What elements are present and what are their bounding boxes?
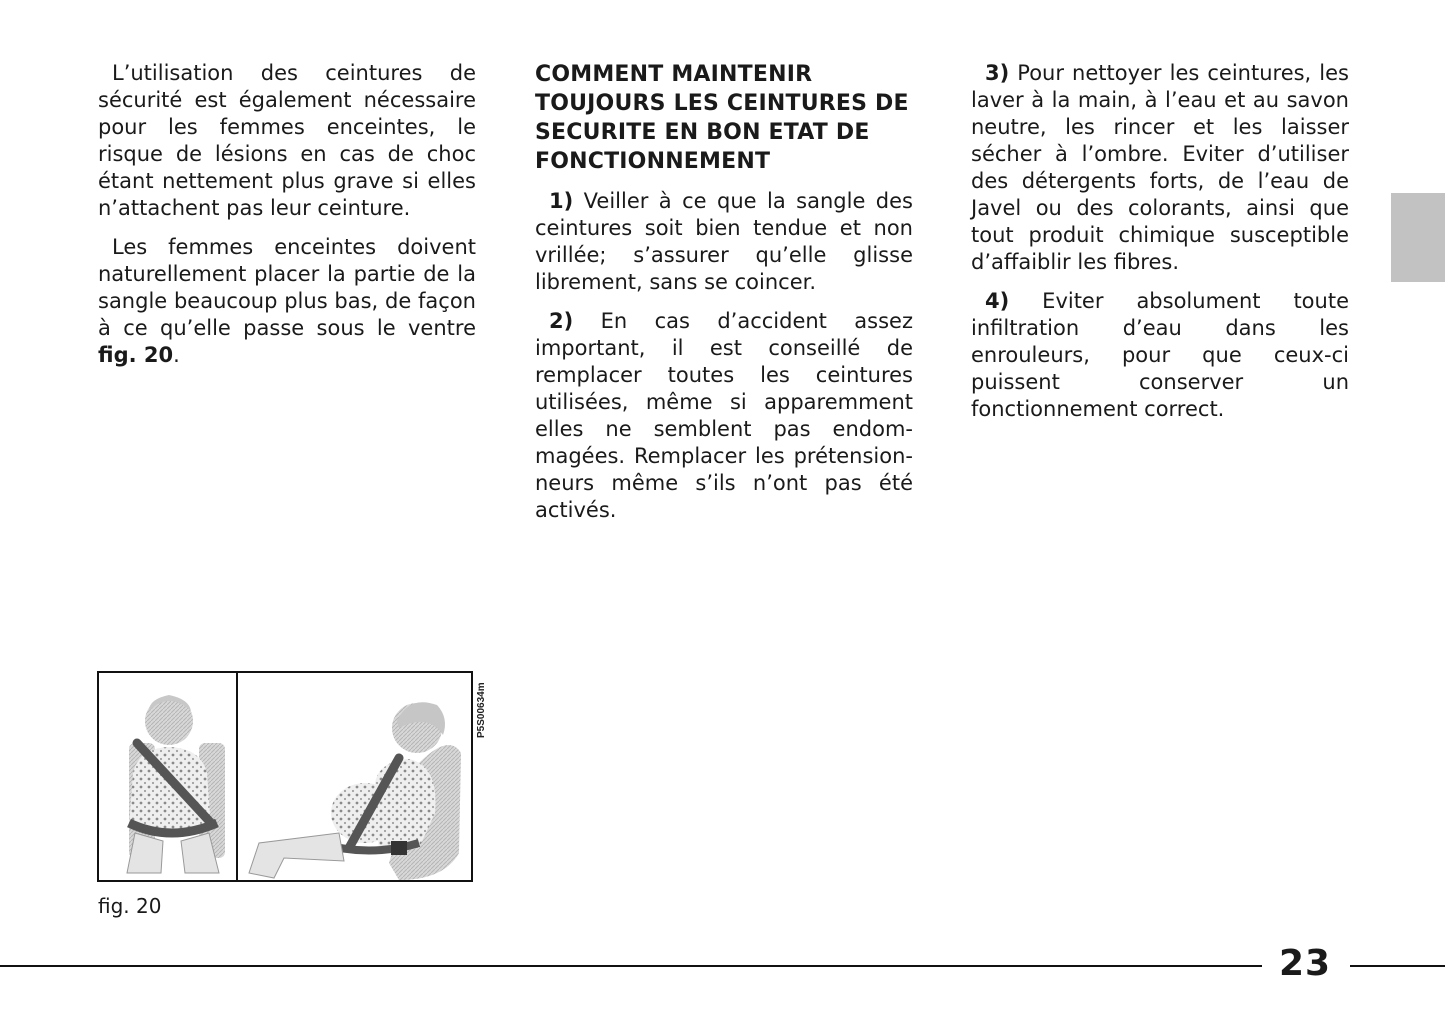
maintenance-item-4 — [971, 288, 1349, 423]
figure-reference: fig. 20 — [98, 343, 174, 367]
maintenance-item-1 — [535, 188, 913, 296]
side-view — [249, 702, 461, 880]
figure-code: P5S00634m — [476, 682, 487, 738]
item-number-1: 1) — [549, 189, 574, 213]
paragraph-belt-placement — [98, 234, 476, 369]
item-text-4: Eviter absolument toute infiltration d’eau dans les enrouleurs, pour que ceux-ci puissent conserver un fonctionnement correct. — [971, 289, 1349, 421]
figure-illustration — [97, 671, 473, 882]
item-number-4: 4) — [985, 289, 1010, 313]
pregnant-seatbelt-illustration — [99, 673, 471, 880]
item-text-2: En cas d’accident assez important, il est conseillé de remplacer toutes les ceintures utilisées, même si apparemment elles ne semblent pas endommagées. Remplacer les prétensionneurs même s’ils n’ont pas été activés. — [535, 309, 913, 522]
column-middle — [535, 60, 913, 536]
maintenance-item-3 — [971, 60, 1349, 276]
footer-rule-left — [0, 965, 1262, 967]
paragraph-belt-placement-text: Les femmes enceintes doivent naturellement placer la partie de la sangle beaucoup plus bas, de façon à ce qu’elle passe sous le ventre — [98, 235, 476, 340]
footer-rule-right — [1350, 965, 1445, 967]
item-text-1: Veiller à ce que la sangle des ceintures soit bien tendue et non vrillée; s’assurer qu’elle glisse librement, sans se coincer. — [535, 189, 913, 294]
section-heading: COMMENT MAINTENIR TOUJOURS LES CEINTURES DE SECURITE EN BON ETAT DE FONCTIONNEMENT — [535, 62, 909, 174]
paragraph-end-punct: . — [173, 343, 180, 367]
figure-caption: fig. 20 — [98, 894, 162, 918]
section-side-tab — [1391, 193, 1445, 282]
item-number-2: 2) — [549, 309, 574, 333]
page-number: 23 — [1278, 943, 1332, 984]
front-view — [127, 695, 225, 873]
column-right — [971, 60, 1349, 435]
item-text-3: Pour nettoyer les ceintures, les laver à la main, à l’eau et au savon neutre, les rincer et les laisser sécher à l’ombre. Eviter d’utiliser des détergents forts, de l’eau de Javel ou des colorants, ainsi que tout produit chimique susceptible d’affaiblir les fibres. — [971, 61, 1349, 274]
maintenance-item-2 — [535, 308, 913, 524]
column-left — [98, 60, 476, 381]
paragraph-pregnant-usage: L’utilisation des ceintures de sécurité est également nécessaire pour les femmes enceintes, le risque de lésions en cas de choc étant nettement plus grave si elles n’attachent pas leur ceinture. — [98, 61, 476, 220]
item-number-3: 3) — [985, 61, 1010, 85]
